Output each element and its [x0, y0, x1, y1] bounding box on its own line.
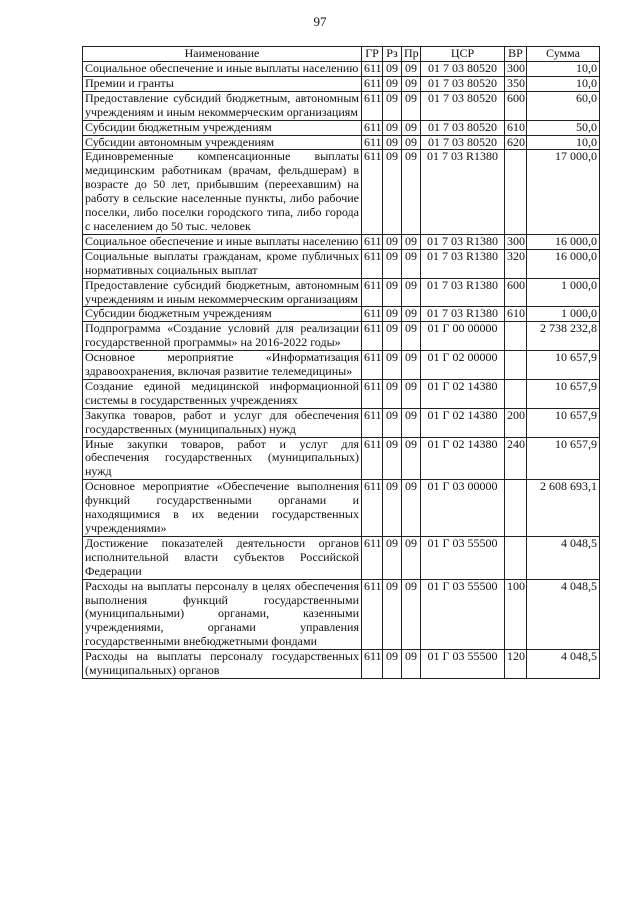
row-csr-code: 01 7 03 R1380 — [421, 150, 505, 234]
row-sum: 10,0 — [527, 76, 600, 91]
row-name: Субсидии автономным учреждениям — [83, 135, 362, 150]
row-vr-code — [505, 322, 527, 351]
row-csr-code: 01 Г 03 55500 — [421, 650, 505, 679]
table-row — [83, 480, 600, 537]
row-csr-code: 01 7 03 80520 — [421, 120, 505, 135]
row-gr-code: 611 — [362, 135, 383, 150]
row-pr-code: 09 — [402, 437, 421, 480]
row-rz-code: 09 — [383, 480, 402, 537]
row-rz-code: 09 — [383, 408, 402, 437]
row-gr-code: 611 — [362, 76, 383, 91]
row-name: Премии и гранты — [83, 76, 362, 91]
row-name: Основное мероприятие «Обеспечение выполнения функций государственными органами и находящимися в их ведении государственных учреждениями» — [83, 480, 362, 537]
row-rz-code: 09 — [383, 322, 402, 351]
row-vr-code: 320 — [505, 249, 527, 278]
row-name: Расходы на выплаты персоналу государственных (муниципальных) органов — [83, 650, 362, 679]
table-row — [83, 379, 600, 408]
row-pr-code: 09 — [402, 135, 421, 150]
row-vr-code: 300 — [505, 234, 527, 249]
row-gr-code: 611 — [362, 307, 383, 322]
row-gr-code: 611 — [362, 150, 383, 234]
column-header-rz: Рз — [383, 47, 402, 62]
table-row — [83, 408, 600, 437]
row-csr-code: 01 Г 02 14380 — [421, 408, 505, 437]
row-pr-code: 09 — [402, 120, 421, 135]
row-pr-code: 09 — [402, 351, 421, 380]
table-row — [83, 307, 600, 322]
row-name: Подпрограмма «Создание условий для реализации государственной программы» на 2016-2022 годы» — [83, 322, 362, 351]
row-rz-code: 09 — [383, 120, 402, 135]
row-csr-code: 01 7 03 80520 — [421, 76, 505, 91]
row-vr-code: 120 — [505, 650, 527, 679]
row-rz-code: 09 — [383, 135, 402, 150]
page-number: 97 — [313, 14, 327, 29]
column-header-csr: ЦСР — [421, 47, 505, 62]
row-csr-code: 01 Г 03 00000 — [421, 480, 505, 537]
row-pr-code: 09 — [402, 278, 421, 307]
row-sum: 10 657,9 — [527, 379, 600, 408]
column-header-vr: ВР — [505, 47, 527, 62]
row-csr-code: 01 7 03 R1380 — [421, 307, 505, 322]
row-gr-code: 611 — [362, 91, 383, 120]
row-vr-code — [505, 351, 527, 380]
row-rz-code: 09 — [383, 91, 402, 120]
row-vr-code: 610 — [505, 120, 527, 135]
row-sum: 1 000,0 — [527, 307, 600, 322]
row-rz-code: 09 — [383, 307, 402, 322]
table-row — [83, 249, 600, 278]
table-row — [83, 150, 600, 234]
row-name: Создание единой медицинской информационной системы в государственных учреждениях — [83, 379, 362, 408]
row-rz-code: 09 — [383, 249, 402, 278]
row-vr-code — [505, 379, 527, 408]
row-sum: 10 657,9 — [527, 408, 600, 437]
row-gr-code: 611 — [362, 408, 383, 437]
row-gr-code: 611 — [362, 437, 383, 480]
row-name: Расходы на выплаты персоналу в целях обеспечения выполнения функций государственными (муниципальными) органами, казенными учреждениями, органами управления государственными внебюджетными фондами — [83, 579, 362, 650]
row-rz-code: 09 — [383, 150, 402, 234]
row-csr-code: 01 Г 02 14380 — [421, 437, 505, 480]
row-pr-code: 09 — [402, 379, 421, 408]
row-pr-code: 09 — [402, 408, 421, 437]
row-gr-code: 611 — [362, 579, 383, 650]
row-vr-code: 100 — [505, 579, 527, 650]
row-sum: 4 048,5 — [527, 579, 600, 650]
table-row — [83, 62, 600, 77]
row-sum: 1 000,0 — [527, 278, 600, 307]
row-gr-code: 611 — [362, 62, 383, 77]
table-row — [83, 135, 600, 150]
table-row — [83, 120, 600, 135]
row-csr-code: 01 7 03 80520 — [421, 91, 505, 120]
row-gr-code: 611 — [362, 278, 383, 307]
row-vr-code — [505, 480, 527, 537]
row-gr-code: 611 — [362, 480, 383, 537]
row-name: Социальное обеспечение и иные выплаты населению — [83, 234, 362, 249]
row-rz-code: 09 — [383, 536, 402, 579]
row-vr-code: 620 — [505, 135, 527, 150]
row-name: Закупка товаров, работ и услуг для обеспечения государственных (муниципальных) нужд — [83, 408, 362, 437]
row-vr-code: 600 — [505, 278, 527, 307]
row-vr-code — [505, 150, 527, 234]
row-csr-code: 01 Г 03 55500 — [421, 536, 505, 579]
row-name: Социальное обеспечение и иные выплаты населению — [83, 62, 362, 77]
row-pr-code: 09 — [402, 76, 421, 91]
budget-table — [82, 46, 600, 679]
row-rz-code: 09 — [383, 437, 402, 480]
row-rz-code: 09 — [383, 278, 402, 307]
table-row — [83, 351, 600, 380]
row-sum: 10,0 — [527, 62, 600, 77]
row-gr-code: 611 — [362, 379, 383, 408]
row-name: Предоставление субсидий бюджетным, автономным учреждениям и иным некоммерческим организациям — [83, 278, 362, 307]
row-csr-code: 01 Г 02 14380 — [421, 379, 505, 408]
row-pr-code: 09 — [402, 322, 421, 351]
column-header-gr: ГР — [362, 47, 383, 62]
row-gr-code: 611 — [362, 249, 383, 278]
row-sum: 2 738 232,8 — [527, 322, 600, 351]
row-sum: 10 657,9 — [527, 437, 600, 480]
row-gr-code: 611 — [362, 322, 383, 351]
table-row — [83, 650, 600, 679]
table-row — [83, 278, 600, 307]
row-rz-code: 09 — [383, 379, 402, 408]
row-pr-code: 09 — [402, 650, 421, 679]
table-row — [83, 437, 600, 480]
row-csr-code: 01 7 03 80520 — [421, 135, 505, 150]
row-gr-code: 611 — [362, 234, 383, 249]
row-csr-code: 01 Г 02 00000 — [421, 351, 505, 380]
row-sum: 10 657,9 — [527, 351, 600, 380]
row-name: Единовременные компенсационные выплаты медицинским работникам (врачам, фельдшерам) в возрасте до 50 лет, прибывшим (переехавшим) на работу в сельские населенные пункты, либо рабочие поселки, либо поселки городского типа, либо города с населением до 50 тыс. человек — [83, 150, 362, 234]
row-pr-code: 09 — [402, 249, 421, 278]
row-vr-code: 200 — [505, 408, 527, 437]
table-header-row — [83, 47, 600, 62]
row-csr-code: 01 Г 00 00000 — [421, 322, 505, 351]
row-pr-code: 09 — [402, 150, 421, 234]
row-pr-code: 09 — [402, 91, 421, 120]
row-sum: 10,0 — [527, 135, 600, 150]
row-gr-code: 611 — [362, 536, 383, 579]
row-name: Основное мероприятие «Информатизация здравоохранения, включая развитие телемедицины» — [83, 351, 362, 380]
row-csr-code: 01 7 03 R1380 — [421, 234, 505, 249]
row-vr-code: 600 — [505, 91, 527, 120]
table-row — [83, 322, 600, 351]
row-csr-code: 01 Г 03 55500 — [421, 579, 505, 650]
row-name: Предоставление субсидий бюджетным, автономным учреждениям и иным некоммерческим организациям — [83, 91, 362, 120]
row-name: Субсидии бюджетным учреждениям — [83, 307, 362, 322]
row-csr-code: 01 7 03 R1380 — [421, 249, 505, 278]
row-vr-code: 240 — [505, 437, 527, 480]
row-sum: 50,0 — [527, 120, 600, 135]
row-vr-code: 300 — [505, 62, 527, 77]
row-vr-code: 610 — [505, 307, 527, 322]
row-csr-code: 01 7 03 80520 — [421, 62, 505, 77]
table-row — [83, 234, 600, 249]
row-name: Достижение показателей деятельности органов исполнительной власти субъектов Российской Федерации — [83, 536, 362, 579]
row-sum: 2 608 693,1 — [527, 480, 600, 537]
row-vr-code — [505, 536, 527, 579]
row-pr-code: 09 — [402, 536, 421, 579]
row-rz-code: 09 — [383, 76, 402, 91]
row-pr-code: 09 — [402, 234, 421, 249]
row-sum: 16 000,0 — [527, 249, 600, 278]
row-sum: 4 048,5 — [527, 650, 600, 679]
column-header-sum: Сумма — [527, 47, 600, 62]
row-sum: 16 000,0 — [527, 234, 600, 249]
table-row — [83, 91, 600, 120]
row-rz-code: 09 — [383, 62, 402, 77]
row-name: Субсидии бюджетным учреждениям — [83, 120, 362, 135]
column-header-pr: Пр — [402, 47, 421, 62]
row-name: Социальные выплаты гражданам, кроме публичных нормативных социальных выплат — [83, 249, 362, 278]
row-rz-code: 09 — [383, 234, 402, 249]
row-name: Иные закупки товаров, работ и услуг для обеспечения государственных (муниципальных) нужд — [83, 437, 362, 480]
row-gr-code: 611 — [362, 650, 383, 679]
table-row — [83, 579, 600, 650]
row-pr-code: 09 — [402, 579, 421, 650]
row-pr-code: 09 — [402, 62, 421, 77]
column-header-name: Наименование — [83, 47, 362, 62]
row-sum: 60,0 — [527, 91, 600, 120]
row-csr-code: 01 7 03 R1380 — [421, 278, 505, 307]
row-gr-code: 611 — [362, 351, 383, 380]
row-rz-code: 09 — [383, 650, 402, 679]
row-sum: 4 048,5 — [527, 536, 600, 579]
table-row — [83, 76, 600, 91]
row-vr-code: 350 — [505, 76, 527, 91]
row-sum: 17 000,0 — [527, 150, 600, 234]
row-rz-code: 09 — [383, 351, 402, 380]
row-pr-code: 09 — [402, 307, 421, 322]
row-rz-code: 09 — [383, 579, 402, 650]
row-gr-code: 611 — [362, 120, 383, 135]
row-pr-code: 09 — [402, 480, 421, 537]
table-row — [83, 536, 600, 579]
